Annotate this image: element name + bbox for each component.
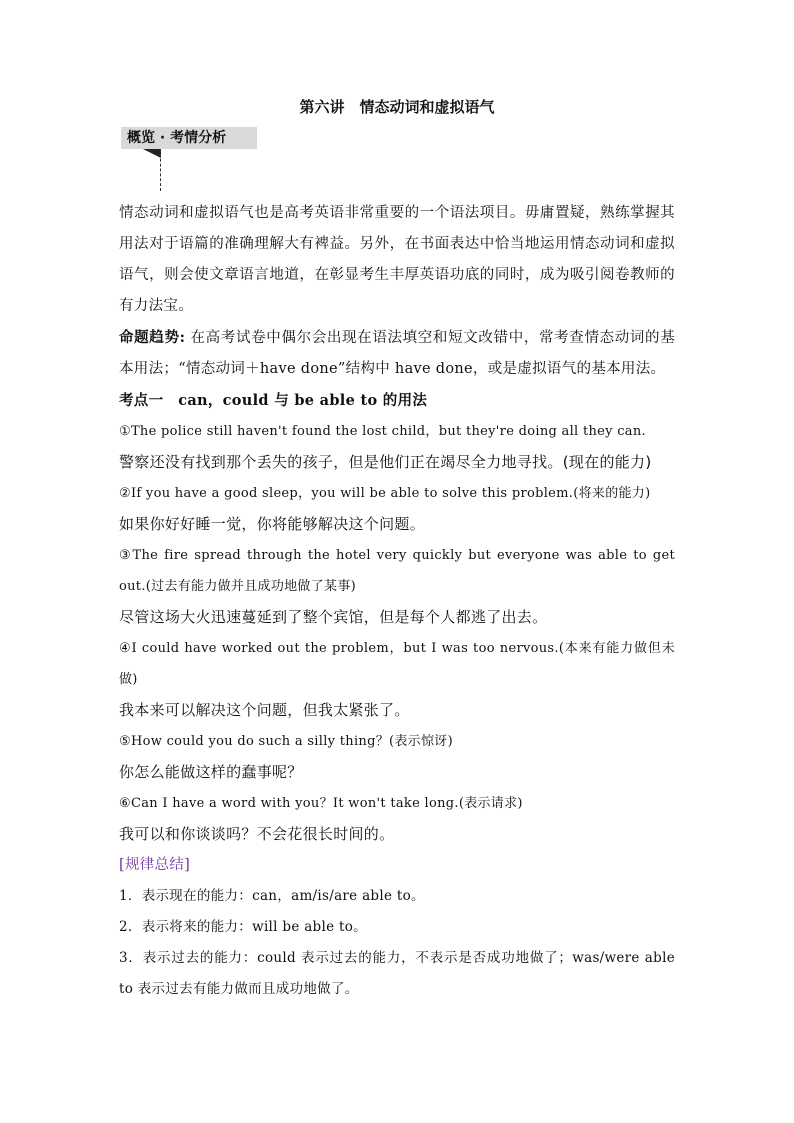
trend-label: 命题趋势: — [119, 329, 186, 346]
example-cn: 我可以和你谈谈吗？不会花很长时间的。 — [119, 825, 395, 843]
trend-paragraph — [119, 322, 675, 385]
example-cn: 我本来可以解决这个问题，但我太紧张了。 — [119, 701, 410, 719]
example-cn: 警察还没有找到那个丢失的孩子，但是他们正在竭尽全力地寻找。(现在的能力) — [119, 453, 652, 471]
example-en: ⑤How could you do such a silly thing？(表示惊讶) — [119, 734, 453, 749]
example-en: ②If you have a good sleep，you will be able to solve this problem.(将来的能力) — [119, 486, 651, 501]
rule-item: 3．表示过去的能力：could 表示过去的能力，不表示是否成功地做了；was/were able to 表示过去有能力做而且成功地做了。 — [119, 950, 675, 997]
example-en: ①The police still haven't found the lost child，but they're doing all they can. — [119, 424, 646, 439]
example-en: ④I could have worked out the problem，but I was too nervous.(本来有能力做但未做) — [119, 641, 675, 687]
intro-paragraph: 情态动词和虚拟语气也是高考英语非常重要的一个语法项目。毋庸置疑，熟练掌握其用法对于语篇的准确理解大有裨益。另外，在书面表达中恰当地运用情态动词和虚拟语气，则会使文章语言地道，在彰显考生丰厚英语功底的同时，成为吸引阅卷教师的有力法宝。 — [119, 205, 675, 314]
trend-text: 在高考试卷中偶尔会出现在语法填空和短文改错中，常考查情态动词的基本用法；“情态动词＋have done”结构中 have done，或是虚拟语气的基本用法。 — [119, 330, 675, 377]
rule-item: 1．表示现在的能力：can，am/is/are able to。 — [119, 888, 425, 904]
page-title: 第六讲 情态动词和虚拟语气 — [299, 98, 495, 116]
example-cn: 你怎么能做这样的蠢事呢？ — [119, 763, 303, 781]
example-cn: 如果你好好睡一觉，你将能够解决这个问题。 — [119, 515, 426, 533]
tag-dashed-line — [160, 149, 161, 191]
section-tag: 概览 · 考情分析 — [121, 127, 257, 149]
document-body — [119, 198, 675, 1005]
example-en: ⑥Can I have a word with you？It won't take long.(表示请求) — [119, 796, 523, 811]
point-text: can，could 与 be able to 的用法 — [163, 392, 428, 409]
rule-item: 2．表示将来的能力：will be able to。 — [119, 919, 367, 935]
summary-label: [规律总结] — [119, 857, 191, 873]
point-label: 考点一 — [119, 392, 164, 409]
tag-arrow-icon — [143, 149, 161, 158]
example-en: ③The fire spread through the hotel very quickly but everyone was able to get out.(过去有能力做并且成功地做了某事) — [119, 548, 675, 594]
example-cn: 尽管这场大火迅速蔓延到了整个宾馆，但是每个人都逃了出去。 — [119, 608, 548, 626]
point-heading — [119, 385, 675, 416]
